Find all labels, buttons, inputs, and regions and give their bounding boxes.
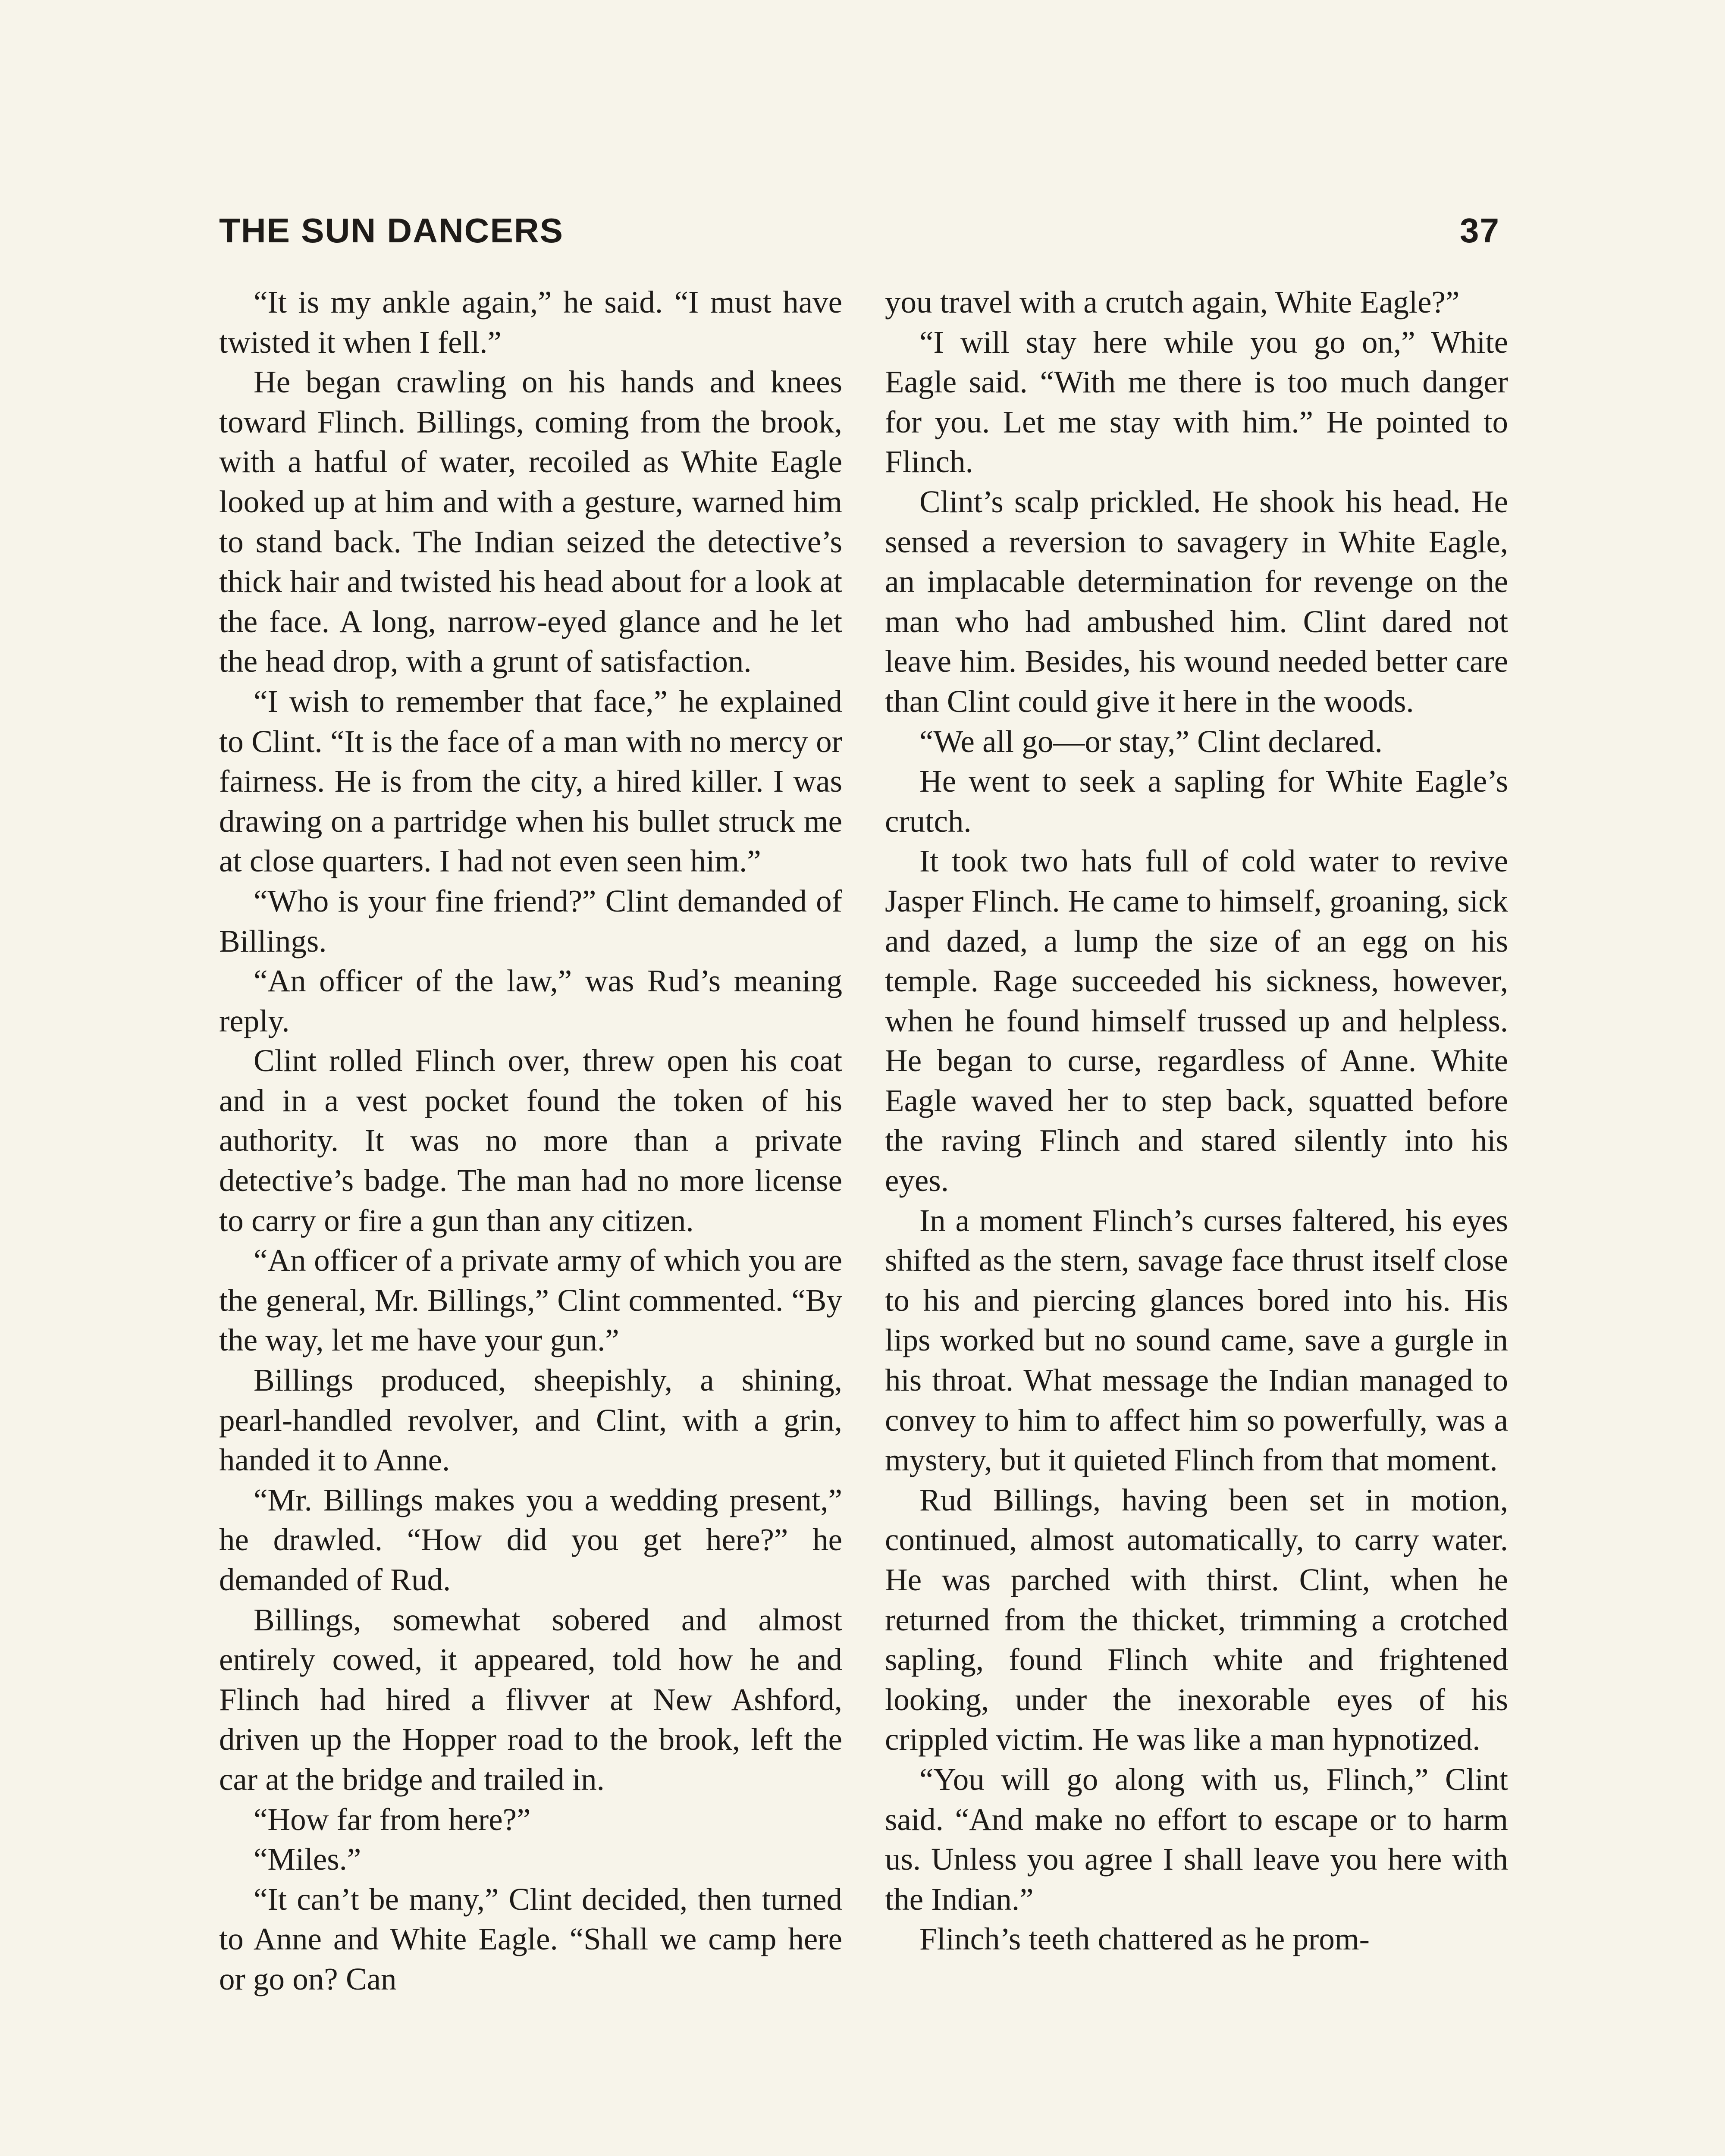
paragraph: Flinch’s teeth chattered as he prom- — [919, 1921, 1370, 1957]
paragraph: Billings produced, sheepishly, a shining, pearl-handled revolver, and Clint, with a grin, handed it to Anne. — [219, 1363, 842, 1478]
paragraph: “I wish to remember that face,” he explained to Clint. “It is the face of a man with no mercy or fairness. He is from the city, a hired killer. I was drawing on a partridge when his bullet struck me at close quarters. I had not even seen him.” — [219, 683, 842, 879]
story-title: THE SUN DANCERS — [219, 211, 564, 250]
paragraph: He began crawling on his hands and knees toward Flinch. Billings, coming from the brook, with a hatful of water, recoiled as White Eagle looked up at him and with a gesture, warned him to stand back. The Indian seized the detective’s thick hair and twisted his head about for a look at the face. A long, narrow-eyed glance and he let the head drop, with a grunt of satisfaction. — [219, 364, 842, 679]
paragraph: “How far from here?” — [254, 1802, 531, 1837]
paragraph: “Miles.” — [254, 1842, 361, 1877]
paragraph: In a moment Flinch’s curses faltered, his eyes shifted as the stern, savage face thrust itself close to his and piercing glances bored into his. His lips worked but no sound came, save a gurgle in his throat. What message the Indian managed to convey to him to affect him so powerfully, was a mystery, but it quieted Flinch from that moment. — [885, 1203, 1508, 1478]
paragraph: It took two hats full of cold water to revive Jasper Flinch. He came to himself, groaning, sick and dazed, a lump the size of an egg on his temple. Rage succeeded his sickness, however, when he found himself trussed up and helpless. He began to curse, regardless of Anne. White Eagle waved her to step back, squatted before the raving Flinch and stared silently into his eyes. — [885, 843, 1508, 1198]
paragraph: He went to seek a sapling for White Eagle’s crutch. — [885, 764, 1508, 839]
left-column — [219, 282, 842, 1999]
paragraph: “I will stay here while you go on,” White Eagle said. “With me there is too much danger for you. Let me stay with him.” He pointed to Flinch. — [885, 324, 1508, 479]
paragraph: Clint rolled Flinch over, threw open his coat and in a vest pocket found the token of his authority. It was no more than a private detective’s badge. The man had no more license to carry or fire a gun than any citizen. — [219, 1043, 842, 1238]
paragraph: “It can’t be many,” Clint decided, then turned to Anne and White Eagle. “Shall we camp here or go on? Can — [219, 1881, 842, 1996]
paragraph: “An officer of a private army of which you are the general, Mr. Billings,” Clint commented. “By the way, let me have your gun.” — [219, 1243, 842, 1358]
paragraph: Clint’s scalp prickled. He shook his head. He sensed a reversion to savagery in White Eagle, an implacable determination for revenge on the man who had ambushed him. Clint dared not leave him. Besides, his wound needed better care than Clint could give it here in the woods. — [885, 484, 1508, 719]
right-column — [885, 282, 1508, 1959]
running-head — [219, 207, 1500, 254]
paragraph: “It is my ankle again,” he said. “I must have twisted it when I fell.” — [219, 285, 842, 360]
paragraph: Billings, somewhat sobered and almost entirely cowed, it appeared, told how he and Flinch had hired a flivver at New Ashford, driven up the Hopper road to the brook, left the car at the bridge and trailed in. — [219, 1602, 842, 1797]
paragraph: “An officer of the law,” was Rud’s meaning reply. — [219, 963, 842, 1038]
paragraph: “We all go—or stay,” Clint declared. — [919, 724, 1383, 759]
paragraph: Rud Billings, having been set in motion, continued, almost automatically, to carry water. He was parched with thirst. Clint, when he returned from the thicket, trimming a crotched sapling, found Flinch white and frightened looking, under the inexorable eyes of his crippled victim. He was like a man hypnotized. — [885, 1482, 1508, 1757]
paragraph: “Mr. Billings makes you a wedding present,” he drawled. “How did you get here?” he demanded of Rud. — [219, 1482, 842, 1597]
paragraph: “Who is your fine friend?” Clint demanded of Billings. — [219, 883, 842, 959]
page-number: 37 — [1460, 211, 1500, 250]
paragraph: “You will go along with us, Flinch,” Clint said. “And make no effort to escape or to harm us. Unless you agree I shall leave you here with the Indian.” — [885, 1761, 1508, 1917]
paragraph-continuation: you travel with a crutch again, White Eagle?” — [885, 285, 1460, 320]
